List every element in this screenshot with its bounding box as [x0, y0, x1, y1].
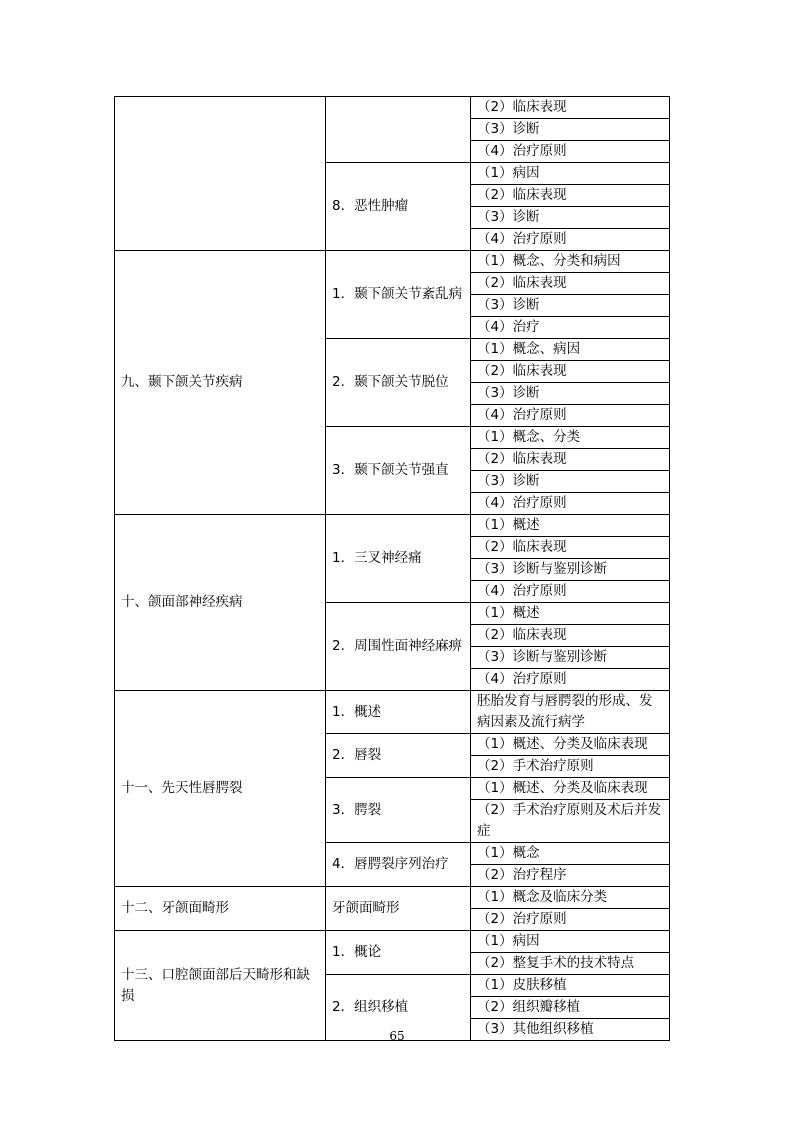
element-cell: 2．周围性面神经麻痹	[326, 603, 471, 691]
item-cell: （2）治疗原则	[471, 909, 670, 931]
element-cell: 1．概述	[326, 691, 471, 734]
unit-cell: 十三、口腔颌面部后天畸形和缺损	[115, 931, 326, 1041]
item-cell: （3）诊断与鉴别诊断	[471, 559, 670, 581]
item-cell: （3）其他组织移植	[471, 1019, 670, 1041]
element-cell: 2．唇裂	[326, 734, 471, 778]
unit-cell: 十二、牙颌面畸形	[115, 887, 326, 931]
item-cell: （1）病因	[471, 931, 670, 953]
item-cell: （4）治疗原则	[471, 229, 670, 251]
item-cell: （4）治疗原则	[471, 493, 670, 515]
table-row	[115, 515, 670, 537]
table-row	[115, 887, 670, 909]
unit-cell: 九、颞下颌关节疾病	[115, 251, 326, 515]
element-cell: 3．腭裂	[326, 778, 471, 843]
item-cell: （1）概述、分类及临床表现	[471, 778, 670, 800]
item-cell: （2）临床表现	[471, 185, 670, 207]
element-cell: 牙颌面畸形	[326, 887, 471, 931]
item-cell: （4）治疗	[471, 317, 670, 339]
item-cell: （4）治疗原则	[471, 405, 670, 427]
item-cell: （1）概念、分类和病因	[471, 251, 670, 273]
element-cell: 2．颞下颌关节脱位	[326, 339, 471, 427]
item-cell: （2）临床表现	[471, 273, 670, 295]
item-cell: （1）概述、分类及临床表现	[471, 734, 670, 756]
element-cell: 4．唇腭裂序列治疗	[326, 843, 471, 887]
item-cell: （4）治疗原则	[471, 141, 670, 163]
unit-cell: 十一、先天性唇腭裂	[115, 691, 326, 887]
unit-cell	[115, 97, 326, 251]
syllabus-table	[114, 96, 670, 1041]
item-cell: 胚胎发育与唇腭裂的形成、发病因素及流行病学	[471, 691, 670, 734]
item-cell: （2）临床表现	[471, 625, 670, 647]
item-cell: （2）整复手术的技术特点	[471, 953, 670, 975]
item-cell: （1）概念、病因	[471, 339, 670, 361]
element-cell: 2．组织移植	[326, 975, 471, 1041]
item-cell: （4）治疗原则	[471, 669, 670, 691]
table-row	[115, 691, 670, 734]
element-cell: 1．颞下颌关节紊乱病	[326, 251, 471, 339]
item-cell: （1）概念及临床分类	[471, 887, 670, 909]
item-cell: （4）治疗原则	[471, 581, 670, 603]
item-cell: （3）诊断	[471, 383, 670, 405]
item-cell: （3）诊断与鉴别诊断	[471, 647, 670, 669]
item-cell: （1）概述	[471, 515, 670, 537]
syllabus-table-body	[115, 97, 670, 1041]
item-cell: （3）诊断	[471, 119, 670, 141]
item-cell: （1）概念	[471, 843, 670, 865]
item-cell: （2）临床表现	[471, 537, 670, 559]
element-cell: 1．三叉神经痛	[326, 515, 471, 603]
item-cell: （1）概念、分类	[471, 427, 670, 449]
item-cell: （1）皮肤移植	[471, 975, 670, 997]
item-cell: （3）诊断	[471, 207, 670, 229]
element-cell: 8．恶性肿瘤	[326, 163, 471, 251]
item-cell: （2）临床表现	[471, 361, 670, 383]
table-row	[115, 97, 670, 119]
unit-cell: 十、颌面部神经疾病	[115, 515, 326, 691]
item-cell: （2）手术治疗原则及术后并发症	[471, 800, 670, 843]
item-cell: （2）手术治疗原则	[471, 756, 670, 778]
item-cell: （1）概述	[471, 603, 670, 625]
item-cell: （2）组织瓣移植	[471, 997, 670, 1019]
table-row	[115, 251, 670, 273]
item-cell: （3）诊断	[471, 295, 670, 317]
element-cell	[326, 97, 471, 163]
item-cell: （2）治疗程序	[471, 865, 670, 887]
item-cell: （1）病因	[471, 163, 670, 185]
item-cell: （2）临床表现	[471, 449, 670, 471]
item-cell: （3）诊断	[471, 471, 670, 493]
table-row	[115, 931, 670, 953]
page-number: 65	[389, 1029, 405, 1043]
element-cell: 1．概论	[326, 931, 471, 975]
element-cell: 3．颞下颌关节强直	[326, 427, 471, 515]
item-cell: （2）临床表现	[471, 97, 670, 119]
